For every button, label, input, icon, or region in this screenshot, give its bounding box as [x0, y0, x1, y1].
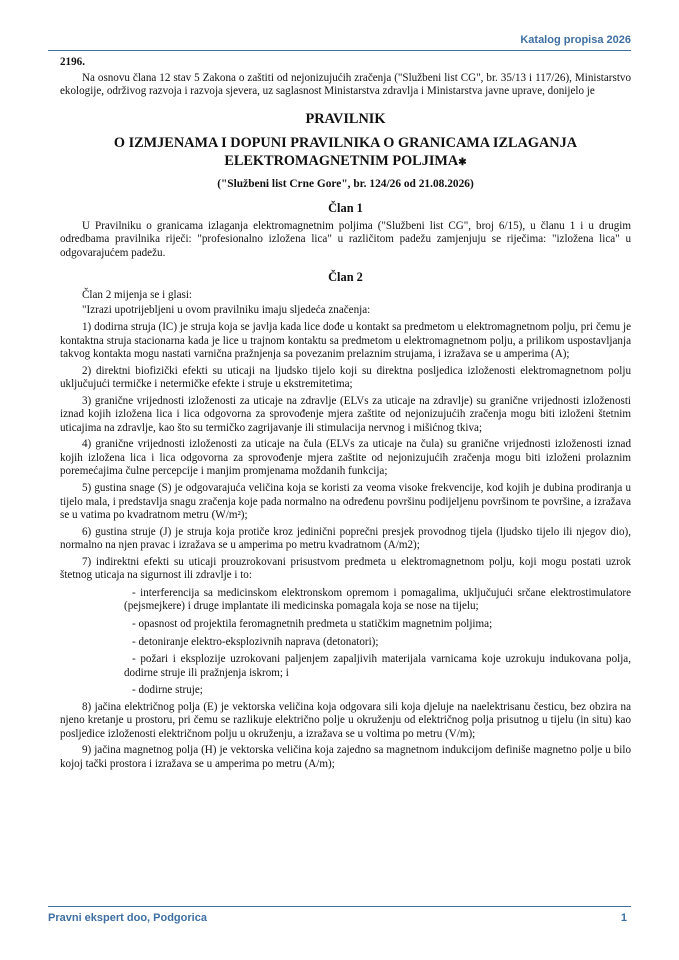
catalog-header: Katalog propisa 2026 [520, 34, 631, 46]
header-divider [48, 50, 631, 51]
dash-item: - požari i eksplozije uzrokovani paljenjem zapaljivih materijala varnicama koje uzrokuju indukovana polja, dodirne struje ili pražnjenja iskrom; i [124, 653, 631, 679]
footer-publisher: Pravni ekspert doo, Podgorica [48, 912, 207, 924]
document-title: PRAVILNIK [305, 110, 386, 127]
dash-item: - opasnost od projektila feromagnetnih predmeta u statičkim magnetnim poljima; [132, 617, 493, 630]
definition-item: 6) gustina struje (J) je struja koja protiče kroz jedinični poprečni presjek provodnog tijela (ljudsko tijelo ili njegov dio), normalno na njen pravac i izražava se u amperima po metru kvadratnom (A/m2); [60, 525, 631, 552]
definition-item: 9) jačina magnetnog polja (H) je vektorska veličina koja zajedno sa magnetnom indukcijom definiše magnetno polje u bilo kojoj tački prostora i izražava se u amperima po metru (A/m); [60, 744, 631, 770]
article-2-heading: Član 2 [328, 270, 363, 285]
definition-item: 1) dodirna struja (IC) je struja koja se javlja kada lice dođe u kontakt sa predmetom u elektromagnetnom polju, pri čemu je kontaktna struja stacionarna kada je lice u trajnom kontaktu sa predmetom u elektromagnetnom polju, a prilikom uspostavljanja takvog kontakta mogu nastati varnična pražnjenja sa povezanim prelaznim strujama, i izražava se u amperima (A); [60, 321, 631, 361]
gazette-reference: ("Službeni list Crne Gore", br. 124/26 od 21.08.2026) [217, 177, 474, 190]
article-2-line: "Izrazi upotrijebljeni u ovom pravilniku imaju sljedeća značenja: [82, 304, 371, 317]
preamble: Na osnovu člana 12 stav 5 Zakona o zaštiti od nejonizujućih zračenja ("Službeni list CG", br. 35/13 i 117/26), Ministarstvo ekologije, održivog razvoja i razvoja sjevera, uz saglasnost Ministarstva zdravlja i Ministarstva javne uprave, donijelo je [60, 71, 631, 98]
article-2-line: Član 2 mijenja se i glasi: [82, 288, 192, 301]
document-body [60, 56, 631, 771]
definition-item: 2) direktni biofizički efekti su uticaji na ljudsko tijelo koji su direktna posljedica izloženosti elektromagnetnom polju uključujući termičke i netermičke efekte i struje u ekstremitetima; [60, 364, 631, 391]
regulation-number: 2196. [60, 56, 85, 68]
dash-item: - interferencija sa medicinskom elektronskom opremom i pomagalima, uključujući srčane elektrostimulatore (pejsmejkere) i druge implantate ili medicinska pomagala koja se nose na tijelu; [124, 586, 631, 613]
definition-item: 4) granične vrijednosti izloženosti za uticaje na čula (ELVs za uticaje na čula) su granične vrijednosti izloženosti iznad kojih izložena lica i lica odgovorna za sprovođenje mjera zaštite od nejonizujućih zračenja mogu biti izloženi prolaznim poremećajima čulne percepcije i manjim promjenama moždanih funkcija; [60, 438, 631, 478]
dash-item: - detoniranje elektro-eksplozivnih naprava (detonatori); [132, 635, 379, 648]
definition-item: 5) gustina snage (S) je odgovarajuća veličina koja se koristi za veoma visoke frekvencije, kod kojih je dubina prodiranja u tijelo mala, i predstavlja snagu zračenja koje pada normalno na određenu površinu podijeljenu površinom te površine, a izražava se u vatima po kvadratnom metru (W/m²); [60, 482, 631, 522]
footer-divider [48, 906, 631, 907]
document-subtitle [60, 134, 631, 172]
definition-item: 3) granične vrijednosti izloženosti za uticaje na zdravlje (ELVs za uticaje na zdravlje) su granične vrijednosti izloženosti iznad kojih izložena lica i lica odgovorna za sprovođenje mjera zaštite od nejonizujućih zračenja mogu biti izloženi štetnim uticajima na zdravlje, kao što su termičko zagrijavanje ili stimulacija nervnog i mišićnog tkiva; [60, 394, 631, 434]
page-number: 1 [620, 912, 627, 924]
subtitle-text: O IZMJENAMA I DOPUNI PRAVILNIKA O GRANICAMA IZLAGANJA ELEKTROMAGNETNIM POLJIMA [113, 134, 578, 169]
dash-item: - dodirne struje; [132, 684, 203, 697]
definition-item: 8) jačina električnog polja (E) je vektorska veličina koja odgovara sili koja djeluje na naelektrisanu česticu, bez obzira na njeno kretanje u prostoru, pri čemu se razlikuje električno polje u okruženju od električnog polja prisutnog u tijelu (in situ) kao posljedice izloženosti električnom polju u okruženju, a izražava se u voltima po metru (V/m); [60, 700, 631, 740]
footnote-mark: ✱ [458, 156, 467, 168]
article-1-heading: Član 1 [328, 201, 363, 216]
article-1-text: U Pravilniku o granicama izlaganja elektromagnetnim poljima ("Službeni list CG", broj 6/15), u članu 1 i u drugim odredbama pravilnika riječi: "profesionalno izložena lica" u različitom padežu zamjenjuju se riječima: "izložena lica" u odgovarajućem padežu. [60, 219, 631, 259]
definition-item: 7) indirektni efekti su uticaji prouzrokovani prisustvom predmeta u elektromagnetnom polju, koji mogu postati uzrok štetnog uticaja na sigurnost ili zdravlje i to: [60, 555, 631, 582]
